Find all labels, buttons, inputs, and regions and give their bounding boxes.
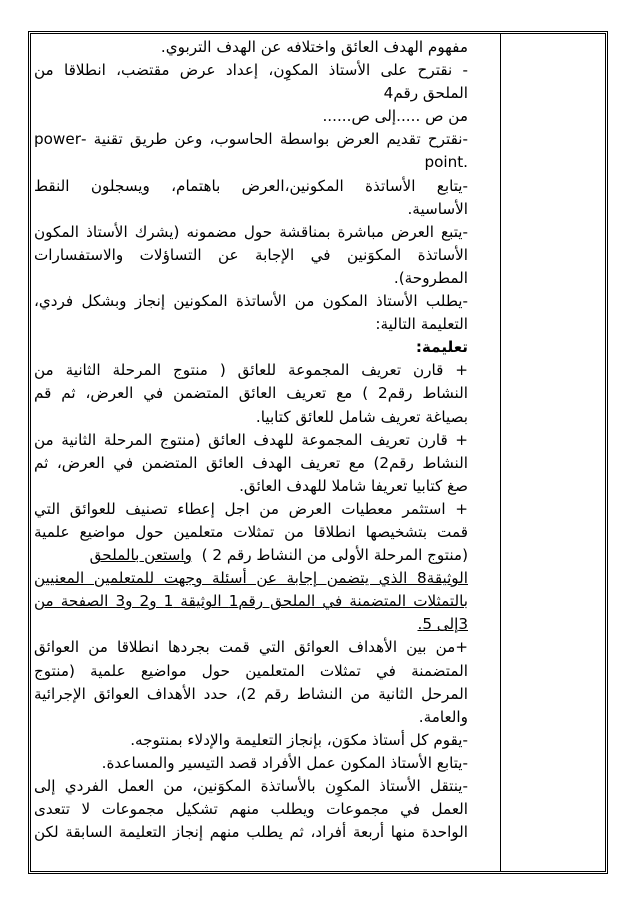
- text-line: + استثمر معطيات العرض من اجل إعطاء تصنيف للعوائق التي: [34, 499, 468, 518]
- text-line: -يتابع الأستاذ المكون عمل الأفراد قصد التيسير والمساعدة.: [101, 753, 468, 772]
- text-line: -يطلب الأستاذ المكون من الأساتذة المكونين إنجاز وبشكل فردي،: [34, 292, 468, 311]
- text-line: بصياغة تعريف شامل للعائق كتابيا.: [255, 407, 468, 426]
- text-line: الملحق رقم4: [383, 84, 468, 103]
- underlined-text-line: 3إلى 5.: [417, 615, 468, 634]
- column-divider: [500, 34, 501, 871]
- text-line: مفهوم الهدف العائق واختلافه عن الهدف التربوي.: [160, 38, 468, 56]
- underlined-text-line: بالتمثلات المتضمنة في الملحق رقم1 الوثيقة 1 و2 و3 الصفحة من: [34, 592, 468, 611]
- text-line: -يتبع العرض مباشرة بمناقشة حول مضمونه (يشرك الأستاذ المكون: [34, 222, 468, 241]
- text-segment: (منتوج المرحلة الأولى من النشاط رقم 2 ): [201, 546, 468, 565]
- text-line: الواحدة منها أربعة أفراد، ثم يطلب منهم إنجاز التعليمة السابقة لكن: [34, 823, 468, 842]
- instruction-heading: تعليمة:: [415, 338, 468, 357]
- text-line: والعامة.: [418, 707, 468, 726]
- text-line: -ينتقل الأستاذ المكوِن بالأساتذة المكوَنين، من العمل الفردي إلى: [34, 777, 468, 795]
- text-line: النشاط رقم2) مع تعريف الهدف العائق المتضمن في العرض، ثم: [34, 453, 468, 472]
- text-line: الأساسية.: [407, 199, 468, 218]
- text-line: -نقترح تقديم العرض بواسطة الحاسوب، وعن طريق تقنية -power: [34, 130, 468, 149]
- text-line: + قارن تعريف المجموعة للعائق ( منتوج المرحلة الثانية من: [34, 361, 468, 380]
- text-line: -يقوم كل أستاذ مكوَن، بإنجاز التعليمة والإدلاء بمنتوجه.: [130, 730, 468, 749]
- document-body: [34, 36, 468, 844]
- text-line: .point: [424, 153, 468, 172]
- text-line: المرحل الثانية من النشاط رقم 2)، حدد الأهداف العوائق الإجرائية: [34, 684, 468, 703]
- underlined-text: واستعن بالملحق: [89, 546, 192, 565]
- text-line: المطروحة).: [393, 268, 468, 287]
- text-line: + قارن تعريف المجموعة للهدف العائق (منتوج المرحلة الثانية من: [34, 430, 468, 449]
- text-line: التعليمة التالية:: [375, 315, 468, 334]
- text-line: العمل في مجموعات ويطلب منهم تشكيل مجموعات لا تتعدى: [34, 800, 468, 819]
- text-line: صغ كتابيا تعريفا شاملا للهدف العائق.: [239, 476, 468, 495]
- text-line: [34, 544, 468, 567]
- text-line: قمت بتشخيصها انطلاقا من تمثلات متعلمين حول مواضيع علمية: [34, 522, 468, 541]
- text-line: +من بين الأهداف العوائق التي قمت بجردها انطلاقا من العوائق: [34, 638, 468, 657]
- text-line: -يتابع الأساتذة المكونين،العرض باهتمام، ويسجلون النقط: [34, 176, 468, 195]
- text-line: النشاط رقم2 ) مع تعريف العائق المتضمن في العرض، ثم قم: [34, 384, 468, 403]
- text-line: المتضمنة في تمثلات المتعلمين حول مواضيع علمية (منتوج: [34, 661, 468, 680]
- text-line: الأساتذة المكوَنين في الإجابة عن التساؤلات والاستفسارات: [34, 245, 468, 264]
- underlined-text-line: الوثيقة8 الذي يتضمن إجابة عن أسئلة وجهت للمتعلمين المعنيين: [34, 569, 468, 588]
- text-line: - نقترح على الأستاذ المكوِن، إعداد عرض مقتضب، انطلاقا من: [34, 61, 468, 80]
- text-line: من ص .....إلى ص......: [322, 107, 468, 126]
